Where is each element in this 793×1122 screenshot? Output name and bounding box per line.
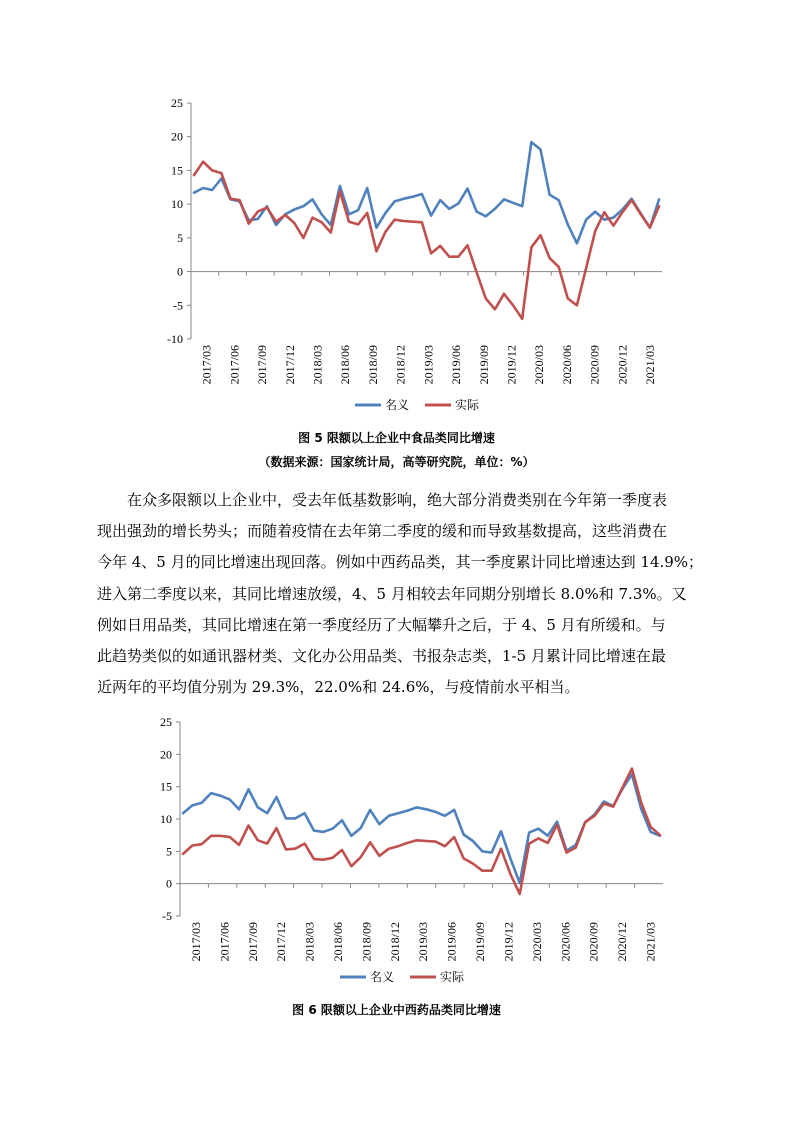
x-tick-label: 2020/09 [586, 922, 601, 962]
paragraph-line: 进入第二季度以来，其同比增速放缓，4、5 月相较去年同期分别增长 8.0%和 7.3%。又 [97, 584, 687, 603]
figure-5-source: （数据来源：国家统计局，高等研究院，单位：%） [258, 455, 535, 469]
medicine-growth-chart [0, 710, 793, 1000]
x-tick-label: 2018/09 [365, 345, 380, 385]
x-tick-label: 2018/12 [393, 345, 408, 385]
x-tick-label: 2018/03 [302, 922, 317, 962]
x-tick-label: 2020/06 [558, 922, 573, 962]
body-paragraph [97, 485, 704, 703]
y-tick-label: 25 [171, 96, 183, 110]
paragraph-line: 在众多限额以上企业中，受去年低基数影响，绝大部分消费类别在今年第一季度表 [127, 491, 668, 509]
x-tick-label: 2020/09 [587, 345, 602, 385]
x-tick-label: 2018/06 [338, 345, 353, 385]
x-tick-label: 2019/06 [444, 922, 459, 962]
x-tick-label: 2017/03 [188, 922, 203, 962]
figure-5-caption: 图 5 限额以上企业中食品类同比增速 [298, 431, 495, 445]
x-tick-label: 2020/12 [615, 345, 630, 385]
x-tick-label: 2019/03 [416, 922, 431, 962]
x-tick-label: 2017/03 [199, 345, 214, 385]
figure-6-chart [0, 710, 793, 1000]
paragraph-line: 此趋势类似的如通讯器材类、文化办公用品类、书报杂志类，1-5 月累计同比增速在最 [97, 647, 666, 666]
y-tick-label: 20 [160, 747, 172, 762]
x-tick-label: 2019/03 [421, 345, 436, 385]
y-tick-label: 15 [160, 779, 172, 794]
series-line-nominal [183, 774, 660, 883]
x-tick-label: 2017/12 [282, 345, 297, 385]
y-tick-label: 5 [166, 844, 172, 859]
y-tick-label: 20 [171, 129, 183, 144]
legend-label: 名义 [385, 398, 410, 412]
y-tick-label: 10 [160, 812, 172, 826]
series-line-real [194, 162, 659, 319]
food-growth-chart [0, 90, 793, 420]
x-tick-label: 2019/06 [449, 345, 464, 385]
y-tick-label: -5 [173, 298, 183, 313]
y-tick-label: 10 [171, 197, 183, 212]
series-line-real [183, 769, 660, 894]
paragraph-line: 现出强劲的增长势头；而随着疫情在去年第二季度的缓和而导致基数提高，这些消费在 [97, 522, 668, 541]
legend-label: 实际 [455, 398, 480, 412]
x-tick-label: 2021/03 [642, 345, 657, 385]
x-tick-label: 2021/03 [643, 922, 658, 962]
x-tick-label: 2019/12 [501, 922, 516, 962]
x-tick-label: 2017/09 [255, 345, 270, 385]
x-tick-label: 2019/12 [504, 345, 519, 385]
x-tick-label: 2020/06 [559, 345, 574, 385]
series-line-nominal [194, 142, 659, 243]
x-tick-label: 2017/06 [217, 922, 232, 962]
paragraph-line: 例如日用品类，其同比增速在第一季度经历了大幅攀升之后，于 4、5 月有所缓和。与 [97, 615, 666, 634]
x-tick-label: 2018/06 [331, 922, 346, 962]
y-tick-label: 25 [160, 715, 172, 729]
x-tick-label: 2020/03 [529, 922, 544, 962]
legend-label: 实际 [440, 970, 465, 984]
figure-5-chart [0, 90, 793, 420]
x-tick-label: 2017/09 [245, 922, 260, 962]
x-tick-label: 2018/09 [359, 922, 374, 962]
y-tick-label: 0 [166, 876, 172, 891]
x-tick-label: 2017/06 [227, 345, 242, 385]
figure-6-caption: 图 6 限额以上企业中西药品类同比增速 [292, 1003, 501, 1017]
x-tick-label: 2019/09 [473, 922, 488, 962]
x-tick-label: 2017/12 [274, 922, 289, 962]
y-tick-label: -10 [167, 332, 183, 346]
paragraph-line: 近两年的平均值分别为 29.3%，22.0%和 24.6%，与疫情前水平相当。 [97, 678, 580, 697]
y-tick-label: 15 [171, 163, 183, 178]
legend-label: 名义 [370, 970, 395, 984]
paragraph-line: 今年 4、5 月的同比增速出现回落。例如中西药品类，其一季度累计同比增速达到 14.9%； [97, 553, 704, 572]
x-tick-label: 2019/09 [476, 344, 491, 385]
x-tick-label: 2020/12 [615, 922, 630, 962]
x-tick-label: 2018/03 [310, 345, 325, 385]
y-tick-label: 5 [177, 230, 183, 245]
x-tick-label: 2020/03 [532, 345, 547, 385]
x-tick-label: 2018/12 [387, 922, 402, 962]
y-tick-label: -5 [162, 909, 172, 923]
y-tick-label: 0 [177, 264, 183, 279]
